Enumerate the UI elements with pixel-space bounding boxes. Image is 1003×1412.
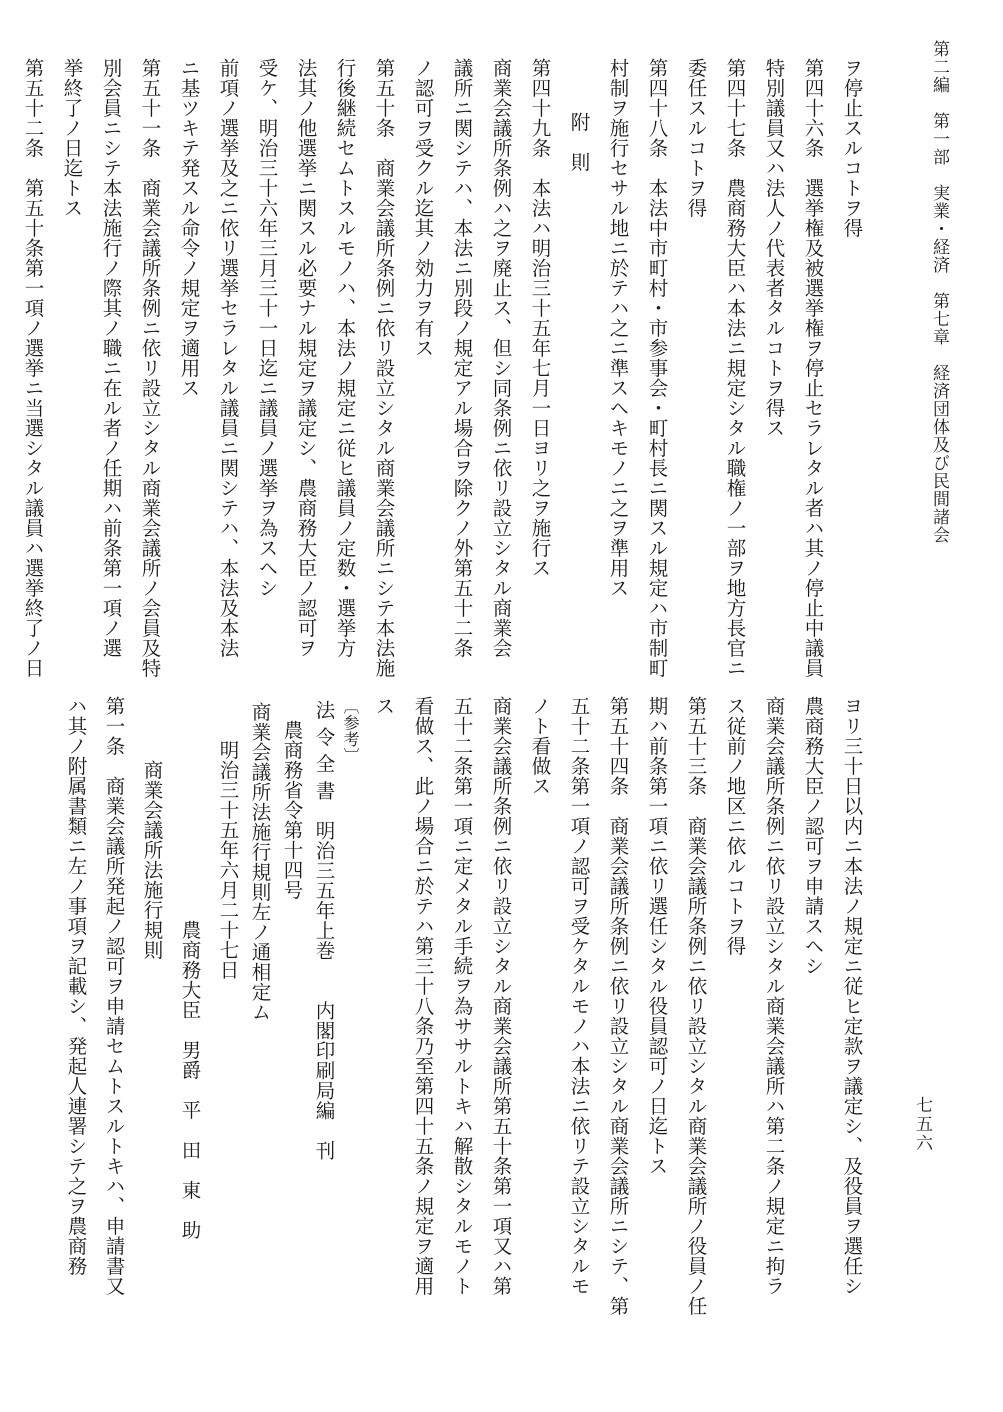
text-column: 別会員ニシテ本法施行ノ際其ノ職ニ在ル者ノ任期ハ前条第一項ノ選 (99, 58, 123, 658)
text-column: 商業会議所条例ニ依リ設立シタル商業会議所ハ第二条ノ規定ニ拘ラ (762, 696, 786, 1296)
text-column: 特別議員又ハ法人ノ代表者タルコトヲ得ス (762, 58, 786, 438)
text-column: 受ケ、明治三十六年三月三十一日迄ニ議員ノ選挙ヲ為スヘシ (255, 58, 279, 598)
text-column: 第五十二条 第五十条第一項ノ選挙ニ当選シタル議員ハ選挙終了ノ日 (21, 58, 45, 678)
text-column: 期ハ前条第一項ニ依リ選任シタル役員認可ノ日迄トス (645, 696, 669, 1176)
running-head: 第二編 第一部 実業・経済 第七章 経済団体及び民間諸会 (929, 40, 949, 544)
text-column: 前項ノ選挙及之ニ依リ選挙セラレタル議員ニ関シテハ、本法及本法 (216, 58, 240, 658)
text-column: 議所ニ関シテハ、本法ニ別段ノ規定アル場合ヲ除クノ外第五十二条 (450, 58, 474, 658)
text-column: 第四十九条 本法ハ明治三十五年七月一日ヨリ之ヲ施行ス (528, 58, 552, 578)
text-column: 第五十条 商業会議所条例ニ依リ設立シタル商業会議所ニシテ本法施 (372, 58, 396, 678)
text-column: 第四十八条 本法中市町村・市参事会・町村長ニ関スル規定ハ市制町 (645, 58, 669, 678)
text-column: ノト看做ス (528, 696, 552, 796)
text-column: 村制ヲ施行セサル地ニ於テハ之ニ準スヘキモノニ之ヲ準用ス (606, 58, 630, 598)
text-column: 五十二条第一項ノ認可ヲ受ケタルモノハ本法ニ依リテ設立シタルモ (567, 696, 591, 1296)
appendix-heading: 附 則 (567, 112, 591, 172)
enactment-date: 明治三十五年六月二十七日 (216, 740, 240, 980)
text-column: 第四十七条 農商務大臣ハ本法ニ規定シタル職権ノ一部ヲ地方長官ニ (723, 58, 747, 678)
text-column: 行後継続セムトスルモノハ、本法ノ規定ニ従ヒ議員ノ定数・選挙方 (333, 58, 357, 658)
text-column: 商業会議所条例ニ依リ設立シタル商業会議所第五十条第一項又ハ第 (489, 696, 513, 1296)
text-column: 委任スルコトヲ得 (684, 58, 708, 218)
text-column: 挙終了ノ日迄トス (60, 58, 84, 218)
text-column: ハ其ノ附属書類ニ左ノ事項ヲ記載シ、発起人連署シテ之ヲ農商務 (64, 696, 88, 1276)
text-column: 第四十六条 選挙権及被選挙権ヲ停止セラレタル者ハ其ノ停止中議員 (801, 58, 825, 678)
regulation-title: 商業会議所法施行規則 (140, 760, 164, 960)
reference-label: 〔参考〕 (341, 698, 360, 764)
text-column: ニ基ツキテ発スル命令ノ規定ヲ適用ス (177, 58, 201, 398)
text-column: ヲ停止スルコトヲ得 (840, 58, 864, 238)
text-column: 看做ス、此ノ場合ニ於テハ第三十八条乃至第四十五条ノ規定ヲ適用 (411, 696, 435, 1296)
text-column: 農商務大臣ノ認可ヲ申請スヘシ (801, 696, 825, 976)
source-title: 法 令 全 書 明治三五年上巻 内閣印刷局編 刊 (312, 700, 336, 1161)
text-column: 第五十一条 商業会議所条例ニ依リ設立シタル商業会議所ノ会員及特 (138, 58, 162, 678)
page-number: 七五六 (912, 1096, 932, 1153)
text-column: 商業会議所条例ハ之ヲ廃止ス、但シ同条例ニ依リ設立シタル商業会 (489, 58, 513, 658)
enactment-text: 商業会議所法施行規則左ノ通相定ム (248, 702, 272, 1022)
text-column: ス従前ノ地区ニ依ルコトヲ得 (723, 696, 747, 956)
text-column: 第五十三条 商業会議所条例ニ依リ設立シタル商業会議所ノ役員ノ任 (684, 696, 708, 1316)
text-column: ス (372, 696, 396, 716)
minister-signature: 農商務大臣 男爵 平 田 東 助 (178, 920, 202, 1240)
text-column: 五十二条第一項ニ定メタル手続ヲ為ササルトキハ解散シタルモノト (450, 696, 474, 1296)
text-column: 法其ノ他選挙ニ関スル必要ナル規定ヲ議定シ、農商務大臣ノ認可ヲ (294, 58, 318, 658)
text-column: 第一条 商業会議所発起ノ認可ヲ申請セムトスルトキハ、申請書又 (102, 696, 126, 1296)
ordinance-number: 農商務省令第十四号 (280, 720, 304, 900)
text-column: 第五十四条 商業会議所条例ニ依リ設立シタル商業会議所ニシテ、第 (606, 696, 630, 1316)
text-column: ノ認可ヲ受クル迄其ノ効力ヲ有ス (411, 58, 435, 358)
text-column: ヨリ三十日以内ニ本法ノ規定ニ従ヒ定款ヲ議定シ、及役員ヲ選任シ (840, 696, 864, 1296)
